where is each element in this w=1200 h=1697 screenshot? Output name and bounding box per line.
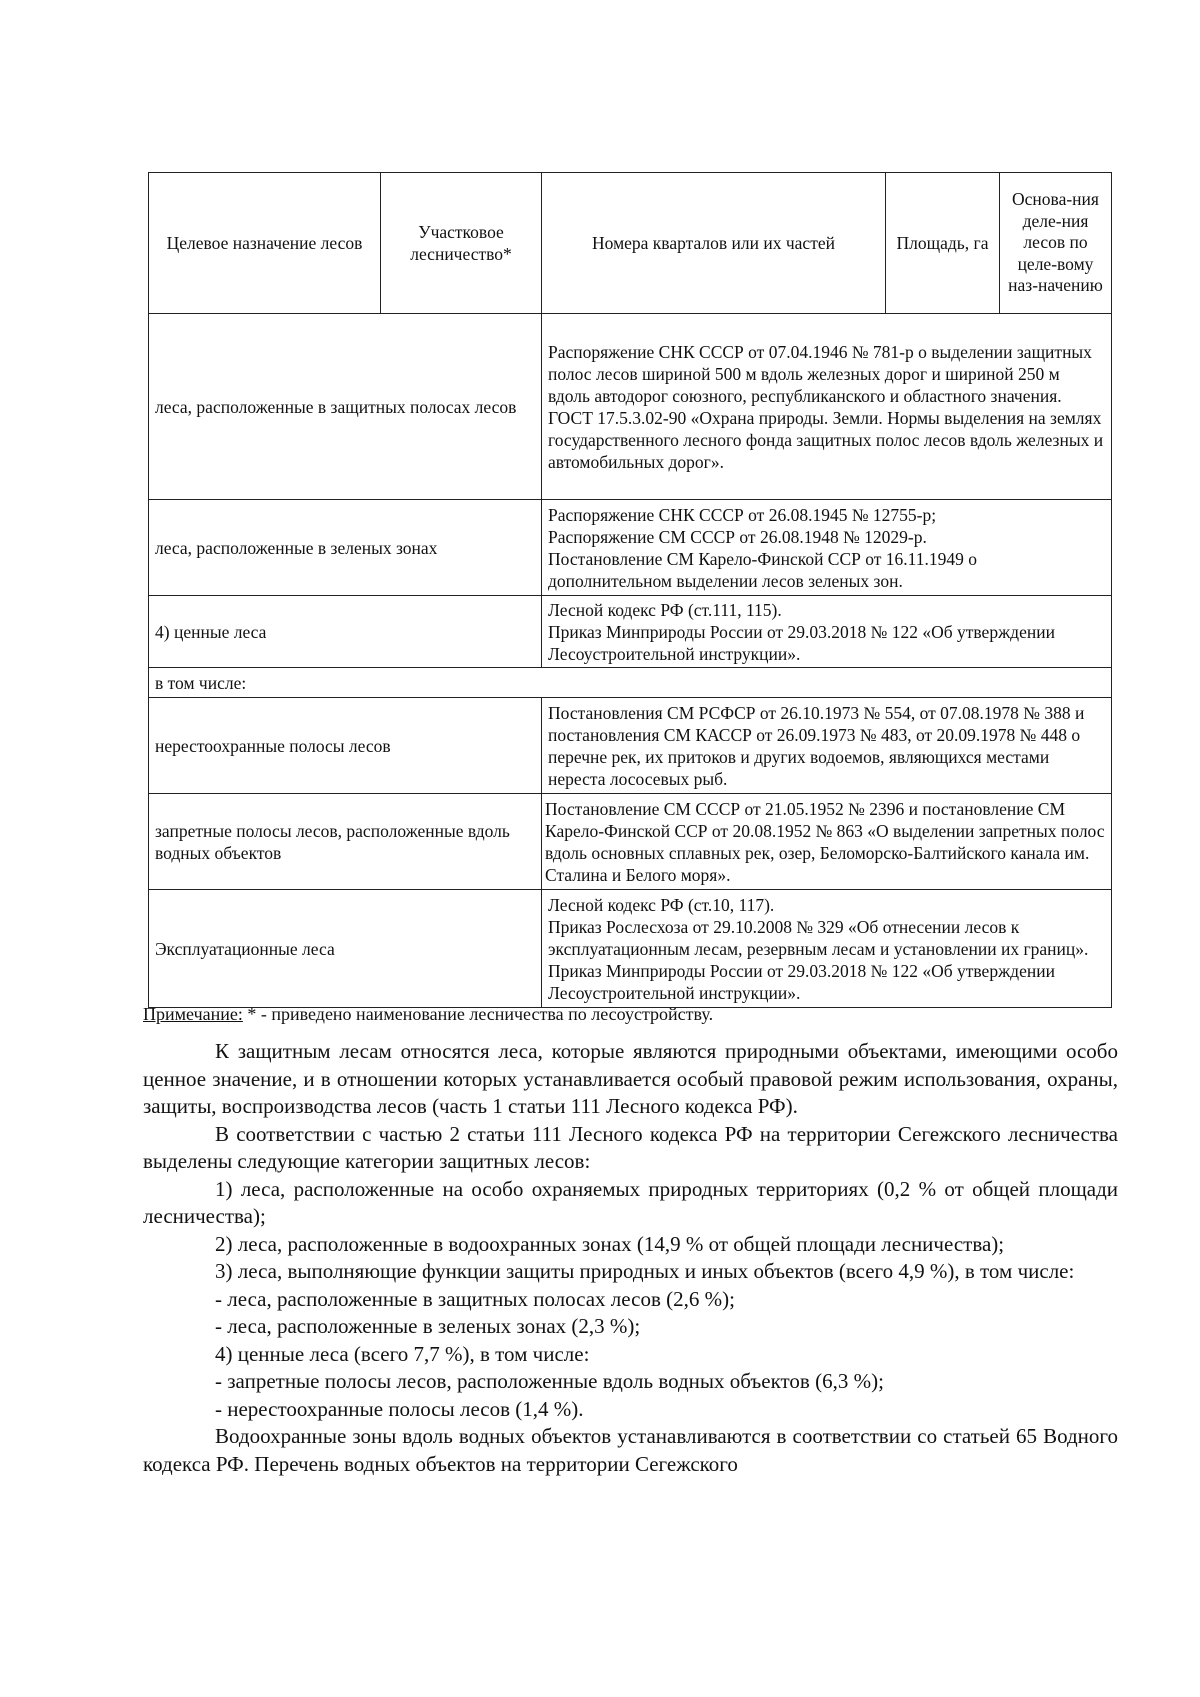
paragraph: К защитным лесам относятся леса, которые являются природными объектами, имеющими особо ценное значение, и в отношении которых устанавливается особый правовой режим использования, охраны, защиты, воспроизводства лесов (часть 1 статьи 111 Лесного кодекса РФ).	[143, 1039, 1118, 1118]
table-row	[149, 698, 1112, 794]
purpose-cell: леса, расположенные в зеленых зонах	[149, 500, 542, 596]
table-row	[149, 668, 1112, 698]
purpose-cell: нерестоохранные полосы лесов	[149, 698, 542, 794]
note-text: * - приведено наименование лесничества по лесоустройству.	[242, 1004, 714, 1024]
header-area: Площадь, га	[886, 173, 1000, 314]
header-district: Участковое лесничество*	[381, 173, 542, 314]
paragraph: Водоохранные зоны вдоль водных объектов устанавливаются в соответствии со статьей 65 Водного кодекса РФ. Перечень водных объектов на территории Сегежского	[143, 1424, 1118, 1476]
including-label: в том числе:	[149, 668, 1112, 698]
paragraph: В соответствии с частью 2 статьи 111 Лесного кодекса РФ на территории Сегежского лесничества выделены следующие категории защитных лесов:	[143, 1121, 1118, 1173]
list-item: 2) леса, расположенные в водоохранных зонах (14,9 % от общей площади лесничества);	[215, 1231, 1005, 1256]
basis-cell: Распоряжение СНК СССР от 07.04.1946 № 781-р о выделении защитных полос лесов шириной 500 м вдоль железных дорог и шириной 250 м вдоль автодорог союзного, республиканского и областного значения. ГОСТ 17.5.3.02-90 «Охрана природы. Земли. Нормы выделения на землях государственного лесного фонда защитных полос лесов вдоль железных и автомобильных дорог».	[542, 314, 1112, 500]
table-row	[149, 794, 1112, 890]
header-basis: Основа-ния деле-ния лесов по целе-вому наз-начению	[1000, 173, 1112, 314]
list-item: - запретные полосы лесов, расположенные вдоль водных объектов (6,3 %);	[215, 1369, 884, 1393]
list-item: 4) ценные леса (всего 7,7 %), в том числе:	[215, 1341, 590, 1366]
list-item: 1) леса, расположенные на особо охраняемых природных территориях (0,2 % от общей площади лесничества);	[143, 1176, 1118, 1228]
list-item: 3) леса, выполняющие функции защиты природных и иных объектов (всего 4,9 %), в том числе:	[215, 1259, 1075, 1283]
forest-purpose-table	[148, 172, 1112, 1008]
basis-cell: Постановление СМ СССР от 21.05.1952 № 2396 и постановление СМ Карело-Финской ССР от 20.08.1952 № 863 «О выделении запретных полос вдоль основных сплавных рек, озер, Беломорско-Балтийского канала им. Сталина и Белого моря».	[542, 794, 1112, 890]
header-purpose: Целевое назначение лесов	[149, 173, 381, 314]
purpose-cell: 4) ценные леса	[149, 596, 542, 668]
table-note	[143, 1003, 713, 1025]
table-row	[149, 314, 1112, 500]
basis-cell: Распоряжение СНК СССР от 26.08.1945 № 12755-р; Распоряжение СМ СССР от 26.08.1948 № 12029-р. Постановление СМ Карело-Финской ССР от 16.11.1949 о дополнительном выделении лесов зеленых зон.	[542, 500, 1112, 596]
table-row	[149, 500, 1112, 596]
list-item: - нерестоохранные полосы лесов (1,4 %).	[215, 1396, 584, 1421]
list-item: - леса, расположенные в зеленых зонах (2,3 %);	[215, 1314, 641, 1338]
table-row	[149, 596, 1112, 668]
basis-cell: Лесной кодекс РФ (ст.111, 115). Приказ Минприроды России от 29.03.2018 № 122 «Об утверждении Лесоустроительной инструкции».	[542, 596, 1112, 668]
body-text	[143, 1038, 1118, 1478]
list-item: - леса, расположенные в защитных полосах лесов (2,6 %);	[215, 1286, 735, 1311]
basis-cell: Постановления СМ РСФСР от 26.10.1973 № 554, от 07.08.1978 № 388 и постановления СМ КАССР от 26.09.1973 № 483, от 20.09.1978 № 448 о перечне рек, их притоков и других водоемов, являющихся местами нереста лососевых рыб.	[542, 698, 1112, 794]
note-label: Примечание:	[143, 1004, 243, 1024]
purpose-cell: запретные полосы лесов, расположенные вдоль водных объектов	[149, 794, 542, 890]
header-quarters: Номера кварталов или их частей	[542, 173, 886, 314]
purpose-cell: леса, расположенные в защитных полосах лесов	[149, 314, 542, 500]
table-header-row	[149, 173, 1112, 314]
basis-cell: Лесной кодекс РФ (ст.10, 117). Приказ Рослесхоза от 29.10.2008 № 329 «Об отнесении лесов к эксплуатационным лесам, резервным лесам и установлении их границ». Приказ Минприроды России от 29.03.2018 № 122 «Об утверждении Лесоустроительной инструкции».	[542, 890, 1112, 1008]
table-row	[149, 890, 1112, 1008]
purpose-cell: Эксплуатационные леса	[149, 890, 542, 1008]
